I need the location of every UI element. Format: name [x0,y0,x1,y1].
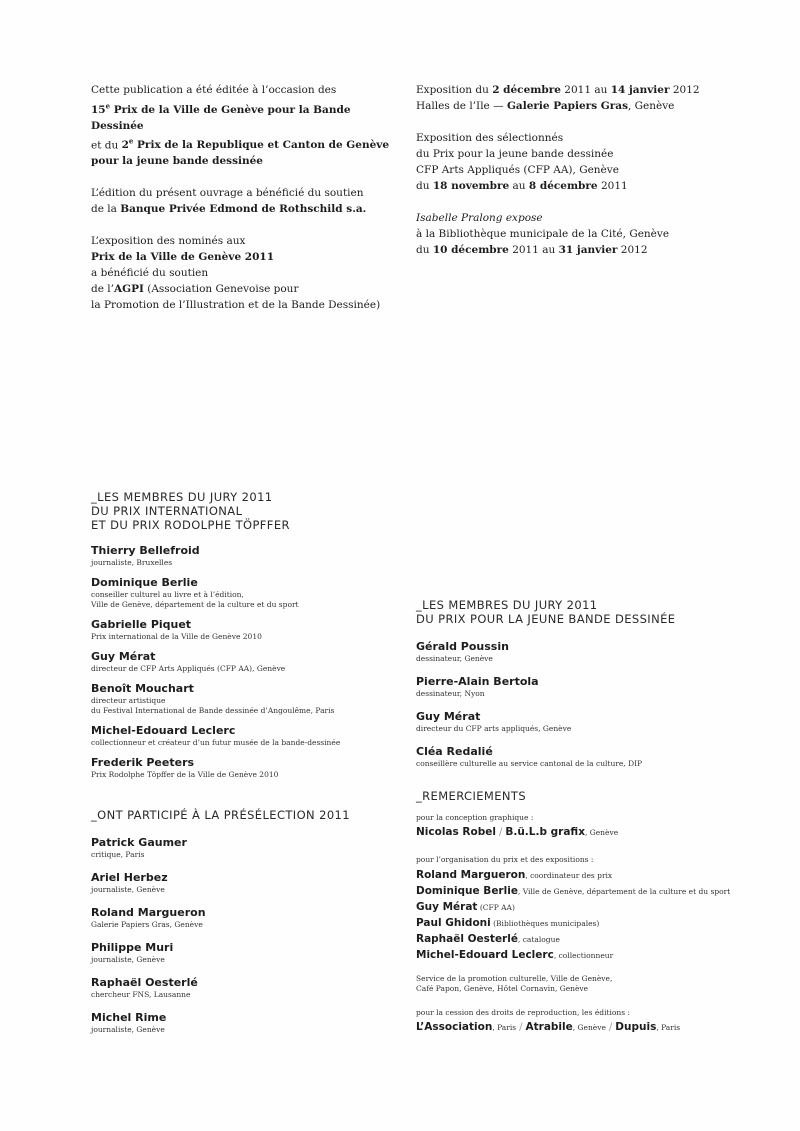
person-entry [416,745,746,769]
intro-line: Cette publication a été éditée à l’occasion des [91,84,337,96]
person-role: directeur de CFP Arts Appliqués (CFP AA), Genève [91,664,286,673]
person-entry [91,1011,401,1035]
person-entry [91,650,401,674]
section-heading: _LES MEMBRES DU JURY 2011 DU PRIX INTERNATIONAL ET DU PRIX RODOLPHE TÖPFFER [91,490,290,532]
person-role: directeur artistique [91,696,166,705]
person-entry [91,682,401,716]
intro-line: et du 2e Prix de la Republique et Canton de Genève [91,136,390,151]
person-name: Raphaël Oesterlé [91,976,198,989]
person-entry [91,941,401,965]
person-role: directeur du CFP arts appliqués, Genève [416,724,572,733]
intro-line: 15e Prix de la Ville de Genève pour la Bande Dessinée [91,101,351,132]
person-name: Gabrielle Piquet [91,618,192,631]
service-line: Café Papon, Genève, Hôtel Cornavin, Genève [416,984,589,993]
person-name: Thierry Bellefroid [91,544,200,557]
person-role: conseillère culturelle au service cantonal de la culture, DIP [416,759,643,768]
org-credit: Paul Ghidoni (Bibliothèques municipales) [416,917,600,929]
person-name: Ariel Herbez [91,871,168,884]
person-entry [91,756,401,780]
publishers: L’Association, Paris / Atrabile, Genève / Dupuis, Paris [416,1021,681,1033]
person-entry [91,618,401,642]
intro-line: du Prix pour la jeune bande dessinée [416,148,614,160]
person-role: du Festival International de Bande dessinée d’Angoulême, Paris [91,706,335,715]
org-credit: Raphaël Oesterlé, catalogue [416,933,560,945]
person-name: Benoît Mouchart [91,682,194,695]
person-entry [416,675,746,699]
right-intro [416,82,736,258]
preselection [91,808,401,1046]
intro-line: Exposition du 2 décembre 2011 au 14 janvier 2012 [416,84,700,96]
person-role: journaliste, Bruxelles [91,558,173,567]
person-name: Guy Mérat [91,650,156,663]
left-intro [91,82,391,313]
person-role: journaliste, Genève [91,955,165,964]
person-name: Guy Mérat [416,710,481,723]
person-entry [91,576,401,610]
person-name: Patrick Gaumer [91,836,187,849]
intro-line: Isabelle Pralong expose [416,212,543,224]
person-name: Pierre-Alain Bertola [416,675,539,688]
person-entry [91,871,401,895]
section-heading: _LES MEMBRES DU JURY 2011 DU PRIX POUR LA JEUNE BANDE DESSINÉE [416,598,676,626]
thanks-label: pour la cession des droits de reproduction, les éditions : [416,1008,630,1017]
intro-line: CFP Arts Appliqués (CFP AA), Genève [416,164,619,176]
intro-line: a bénéficié du soutien [91,267,209,279]
intro-line: de l’AGPI (Association Genevoise pour [91,283,299,295]
design-credit: Nicolas Robel / B.ü.L.b grafix, Genève [416,826,619,838]
org-credit: Michel-Edouard Leclerc, collectionneur [416,949,614,961]
service-line: Service de la promotion culturelle, Ville de Genève, [416,974,613,983]
intro-line: du 18 novembre au 8 décembre 2011 [416,180,628,192]
org-credit: Dominique Berlie, Ville de Genève, département de la culture et du sport [416,885,731,897]
person-role: dessinateur, Genève [416,654,493,663]
intro-line: du 10 décembre 2011 au 31 janvier 2012 [416,244,648,256]
person-entry [416,710,746,734]
intro-line: L’édition du présent ouvrage a bénéficié du soutien [91,187,364,199]
jury-international [91,490,401,788]
person-name: Michel-Edouard Leclerc [91,724,236,737]
person-entry [91,906,401,930]
intro-line: de la Banque Privée Edmond de Rothschild s.a. [91,203,367,215]
person-name: Cléa Redalié [416,745,493,758]
person-role: dessinateur, Nyon [416,689,485,698]
person-role: Prix international de la Ville de Genève 2010 [91,632,262,641]
person-entry [91,836,401,860]
person-role: conseiller culturel au livre et à l’édition, [91,590,244,599]
thanks [416,789,756,1034]
thanks-label: pour la conception graphique : [416,813,534,822]
intro-line: Prix de la Ville de Genève 2011 [91,251,275,263]
intro-line: L’exposition des nominés aux [91,235,246,247]
jury-young [416,598,746,780]
person-role: Galerie Papiers Gras, Genève [91,920,203,929]
intro-line: Halles de l’Ile — Galerie Papiers Gras, Genève [416,100,675,112]
person-entry [91,976,401,1000]
org-credit: Guy Mérat (CFP AA) [416,901,515,913]
person-entry [91,544,401,568]
person-name: Dominique Berlie [91,576,198,589]
person-name: Philippe Muri [91,941,174,954]
person-role: chercheur FNS, Lausanne [91,990,191,999]
person-name: Michel Rime [91,1011,167,1024]
person-name: Roland Margueron [91,906,206,919]
person-role: Prix Rodolphe Töpffer de la Ville de Genève 2010 [91,770,279,779]
org-credit: Roland Margueron, coordinateur des prix [416,869,613,881]
person-name: Gérald Poussin [416,640,509,653]
person-role: critique, Paris [91,850,145,859]
thanks-label: pour l’organisation du prix et des expositions : [416,855,594,864]
person-role: Ville de Genève, département de la culture et du sport [91,600,299,609]
person-role: journaliste, Genève [91,885,165,894]
intro-line: Exposition des sélectionnés [416,132,564,144]
intro-line: pour la jeune bande dessinée [91,155,263,167]
section-heading: _ONT PARTICIPÉ À LA PRÉSÉLECTION 2011 [91,808,350,822]
person-role: journaliste, Genève [91,1025,165,1034]
intro-line: la Promotion de l’Illustration et de la Bande Dessinée) [91,299,381,311]
person-entry [91,724,401,748]
person-name: Frederik Peeters [91,756,195,769]
section-heading: _REMERCIEMENTS [416,789,527,803]
person-entry [416,640,746,664]
person-role: collectionneur et créateur d’un futur musée de la bande-dessinée [91,738,341,747]
intro-line: à la Bibliothèque municipale de la Cité, Genève [416,228,670,240]
